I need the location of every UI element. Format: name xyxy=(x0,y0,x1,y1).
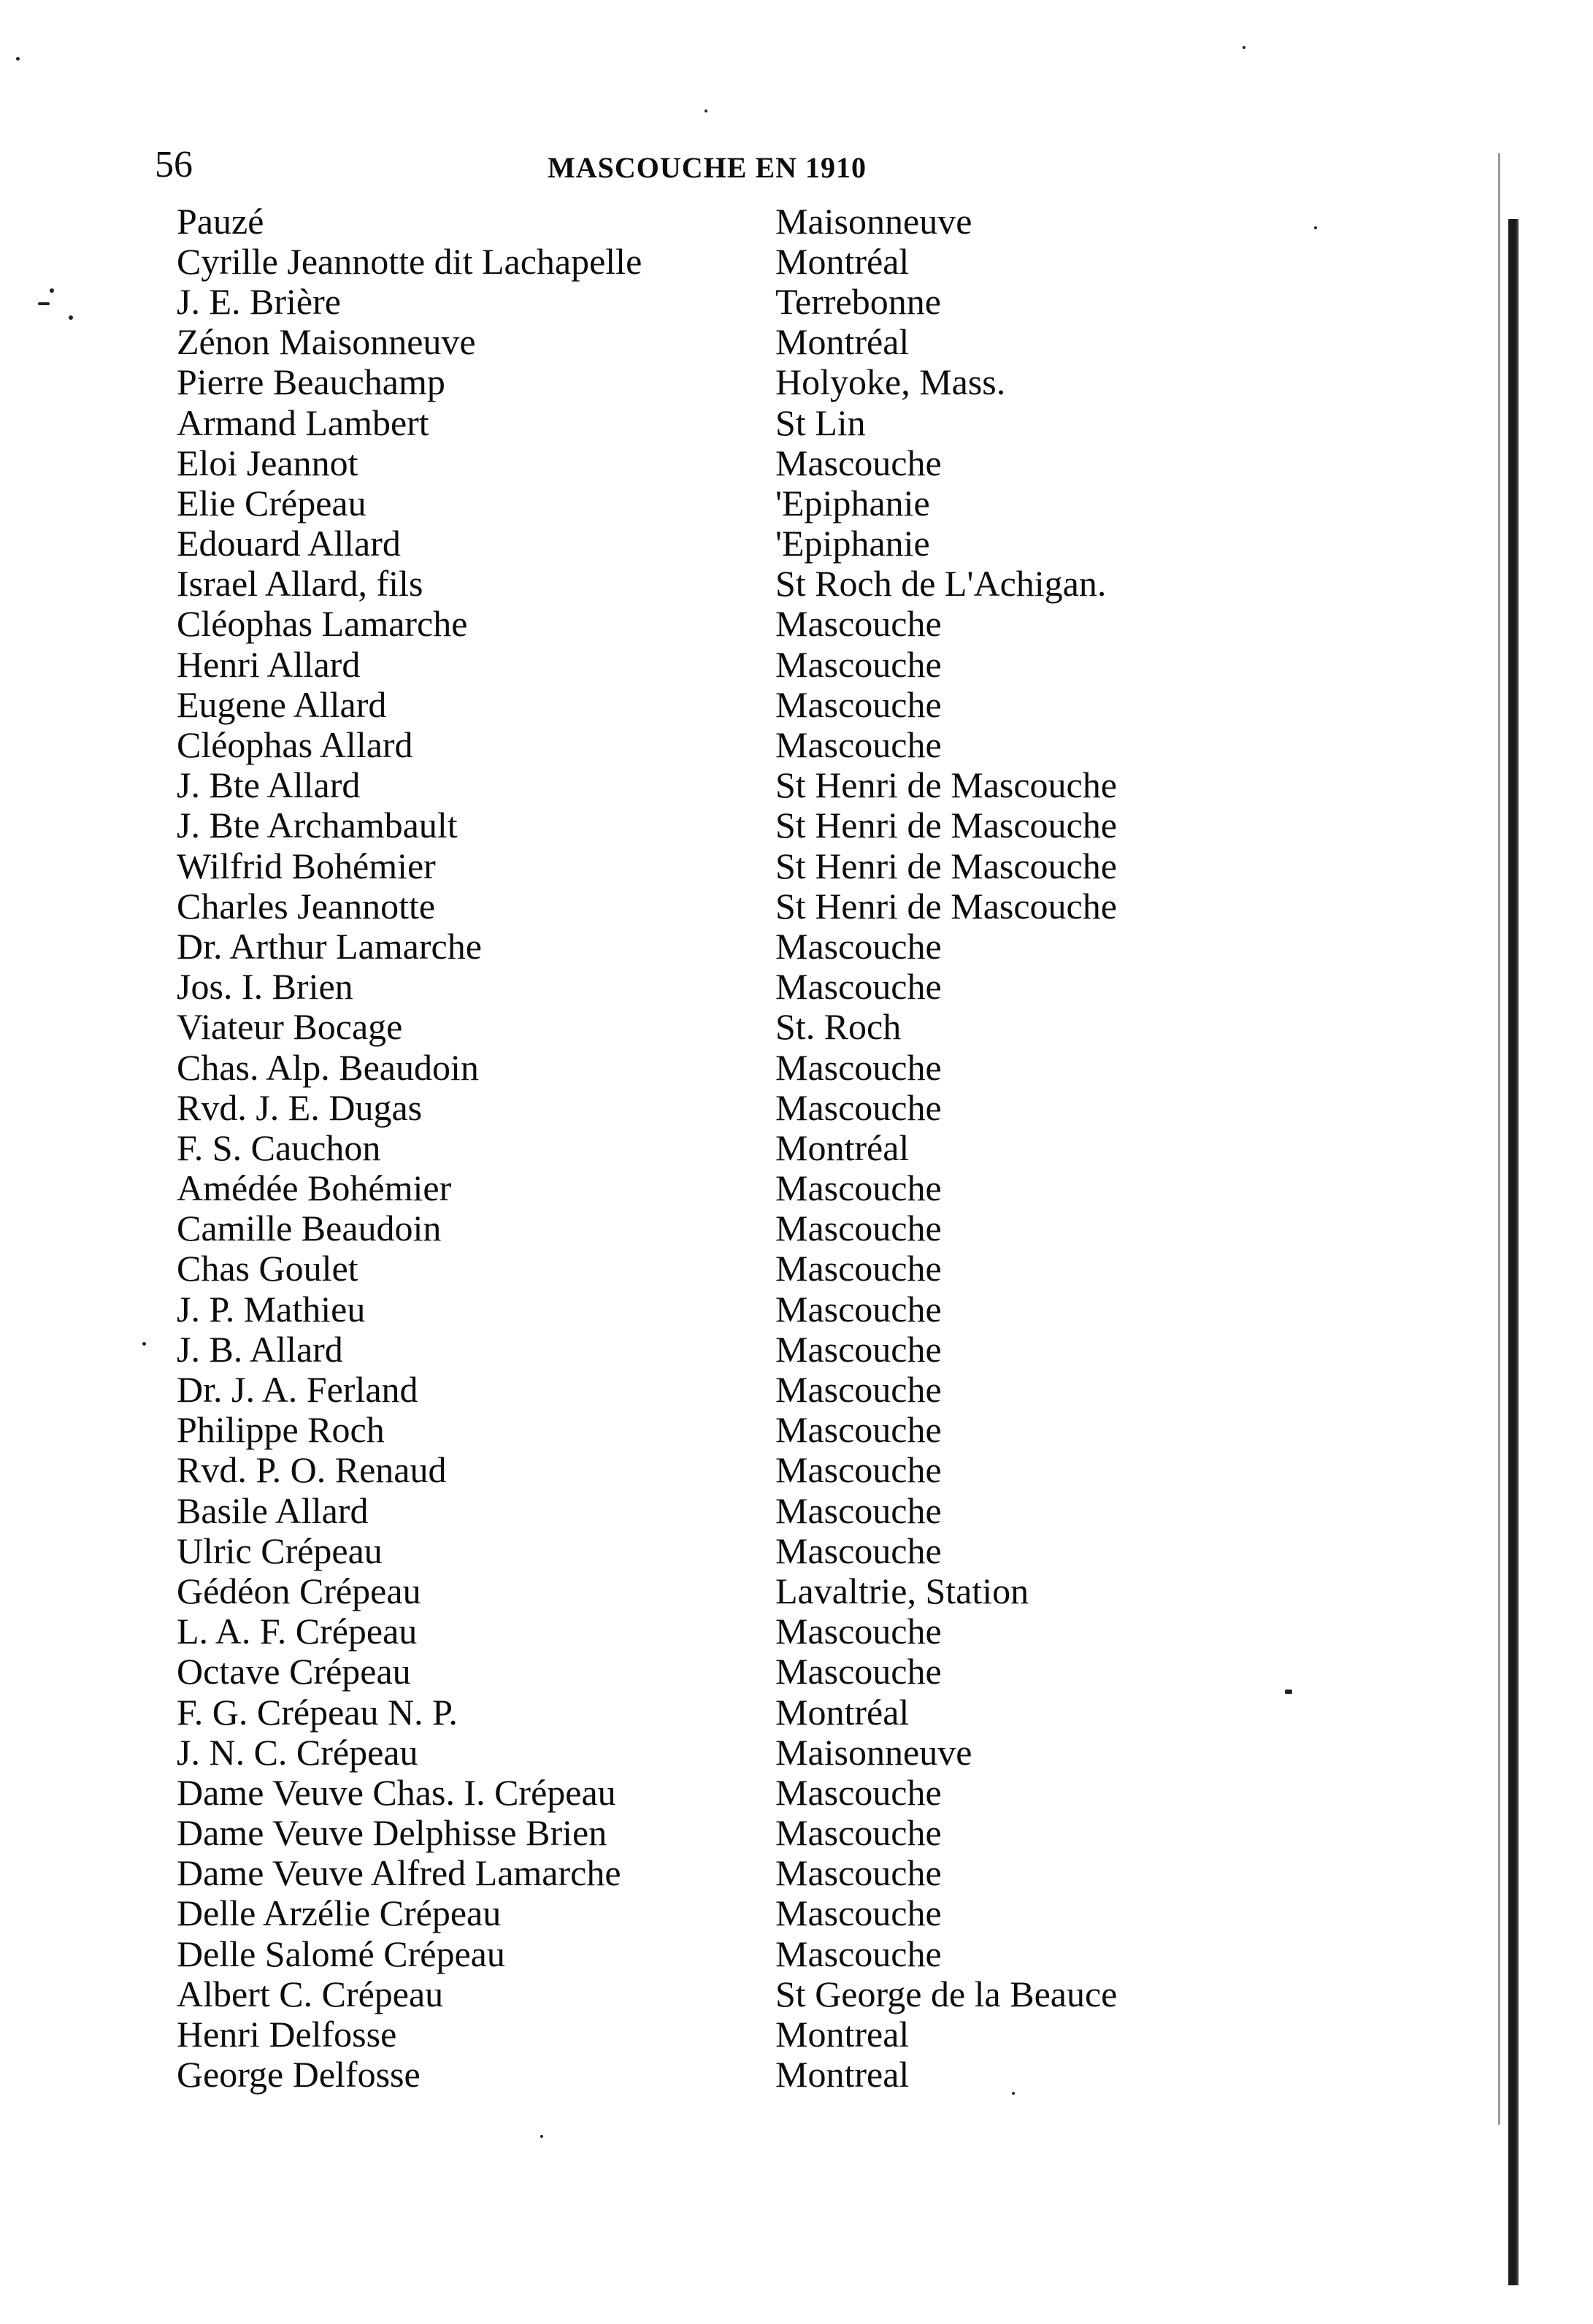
list-item xyxy=(177,1974,1257,2014)
page-edge-shadow xyxy=(1508,219,1519,2285)
entry-place: Mascouche xyxy=(775,966,942,1008)
scan-speck xyxy=(50,288,54,293)
entry-place: St Roch de L'Achigan. xyxy=(775,563,1107,605)
list-item xyxy=(177,1611,1257,1652)
entry-name: Charles Jeannotte xyxy=(177,885,436,927)
entry-place: Mascouche xyxy=(775,1771,942,1813)
entry-place: Mascouche xyxy=(775,1852,942,1894)
scan-speck xyxy=(1243,46,1245,49)
entry-name: Dame Veuve Alfred Lamarche xyxy=(177,1852,621,1894)
list-item xyxy=(177,1410,1257,1450)
entry-name: Henri Delfosse xyxy=(177,2014,397,2055)
entry-place: Mascouche xyxy=(775,683,942,725)
list-item xyxy=(177,1692,1257,1732)
entry-name: Jos. I. Brien xyxy=(177,966,353,1008)
list-item xyxy=(177,684,1257,724)
entry-place: 'Epiphanie xyxy=(775,482,930,524)
entry-name: J. Bte Archambault xyxy=(177,805,458,846)
list-item xyxy=(177,967,1257,1007)
entry-place: Holyoke, Mass. xyxy=(775,361,1006,403)
entry-name: J. B. Allard xyxy=(177,1328,343,1370)
entry-name: Henri Allard xyxy=(177,643,361,685)
list-item xyxy=(177,1933,1257,1974)
scan-speck xyxy=(1314,226,1317,229)
entry-place: St. Roch xyxy=(775,1006,902,1048)
entry-place: Mascouche xyxy=(775,1086,942,1128)
list-item xyxy=(177,1289,1257,1329)
entry-name: F. S. Cauchon xyxy=(177,1127,381,1168)
entry-place: Mascouche xyxy=(775,1409,942,1451)
list-item xyxy=(177,2014,1257,2054)
entry-name: J. Bte Allard xyxy=(177,764,361,806)
list-item xyxy=(177,1208,1257,1249)
list-item xyxy=(177,724,1257,764)
entry-place: Montréal xyxy=(775,1691,910,1733)
list-item xyxy=(177,1087,1257,1127)
entry-place: Mascouche xyxy=(775,1288,942,1330)
list-item xyxy=(177,2055,1257,2095)
scan-speck xyxy=(1012,2092,1015,2095)
entry-place: Mascouche xyxy=(775,1369,942,1411)
list-item xyxy=(177,564,1257,604)
list-item xyxy=(177,322,1257,362)
entry-name: Dr. J. A. Ferland xyxy=(177,1369,418,1411)
entry-name: J. N. C. Crépeau xyxy=(177,1731,418,1773)
page-edge-line xyxy=(1498,153,1500,2125)
entry-name: Amédée Bohémier xyxy=(177,1167,452,1209)
list-item xyxy=(177,1369,1257,1409)
entry-place: Mascouche xyxy=(775,1489,942,1531)
entry-place: St Henri de Mascouche xyxy=(775,845,1117,886)
entry-place: St Henri de Mascouche xyxy=(775,764,1117,806)
scan-speck xyxy=(705,110,707,112)
entry-place: Mascouche xyxy=(775,1167,942,1209)
list-item xyxy=(177,1652,1257,1692)
running-head: MASCOUCHE EN 1910 xyxy=(548,151,867,184)
entry-name: Chas Goulet xyxy=(177,1248,358,1289)
entry-name: Elie Crépeau xyxy=(177,482,366,524)
entry-name: Chas. Alp. Beaudoin xyxy=(177,1046,479,1088)
entry-name: Zénon Maisonneuve xyxy=(177,321,476,363)
entry-place: St Henri de Mascouche xyxy=(775,885,1117,927)
list-item xyxy=(177,1047,1257,1087)
list-item xyxy=(177,644,1257,684)
list-item xyxy=(177,1732,1257,1772)
entry-name: Octave Crépeau xyxy=(177,1651,411,1692)
entry-name: Edouard Allard xyxy=(177,523,401,564)
entry-place: Mascouche xyxy=(775,603,942,645)
scan-speck xyxy=(16,57,20,61)
list-item xyxy=(177,1249,1257,1289)
list-item xyxy=(177,845,1257,886)
entry-name: Rvd. P. O. Renaud xyxy=(177,1449,447,1491)
list-item xyxy=(177,1490,1257,1530)
subscriber-list xyxy=(177,201,1257,2095)
entry-name: Gédéon Crépeau xyxy=(177,1570,421,1611)
list-item xyxy=(177,402,1257,442)
list-item xyxy=(177,926,1257,966)
entry-name: Basile Allard xyxy=(177,1489,369,1531)
entry-place: Montréal xyxy=(775,240,910,282)
entry-place: Mascouche xyxy=(775,1892,942,1934)
entry-place: Mascouche xyxy=(775,1530,942,1571)
list-item xyxy=(177,281,1257,321)
entry-name: Pierre Beauchamp xyxy=(177,361,445,403)
list-item xyxy=(177,442,1257,483)
entry-name: Camille Beaudoin xyxy=(177,1208,442,1249)
list-item xyxy=(177,886,1257,926)
entry-name: George Delfosse xyxy=(177,2054,421,2095)
entry-name: Philippe Roch xyxy=(177,1409,385,1451)
entry-place: 'Epiphanie xyxy=(775,523,930,564)
list-item xyxy=(177,1007,1257,1047)
entry-place: Mascouche xyxy=(775,1248,942,1289)
entry-name: Delle Arzélie Crépeau xyxy=(177,1892,502,1934)
entry-place: Mascouche xyxy=(775,1651,942,1692)
entry-place: Mascouche xyxy=(775,1208,942,1249)
list-item xyxy=(177,1530,1257,1571)
list-item xyxy=(177,765,1257,805)
entry-place: Mascouche xyxy=(775,1449,942,1491)
entry-place: St Henri de Mascouche xyxy=(775,805,1117,846)
entry-place: Mascouche xyxy=(775,1812,942,1854)
entry-name: Rvd. J. E. Dugas xyxy=(177,1086,423,1128)
entry-place: Montréal xyxy=(775,321,910,363)
list-item xyxy=(177,1168,1257,1208)
list-item xyxy=(177,201,1257,241)
list-item xyxy=(177,524,1257,564)
entry-place: Lavaltrie, Station xyxy=(775,1570,1029,1611)
entry-place: Maisonneuve xyxy=(775,200,972,242)
entry-name: Cléophas Allard xyxy=(177,724,413,766)
entry-place: Terrebonne xyxy=(775,280,941,322)
scan-speck xyxy=(38,302,50,305)
entry-place: St Lin xyxy=(775,402,866,443)
entry-place: Montréal xyxy=(775,1127,910,1168)
list-item xyxy=(177,1329,1257,1369)
list-item xyxy=(177,1813,1257,1853)
list-item xyxy=(177,1450,1257,1490)
list-item xyxy=(177,805,1257,845)
entry-name: Albert C. Crépeau xyxy=(177,1973,444,2014)
entry-name: Armand Lambert xyxy=(177,402,429,443)
entry-name: Cyrille Jeannotte dit Lachapelle xyxy=(177,240,642,282)
entry-place: St George de la Beauce xyxy=(775,1973,1118,2014)
scan-speck xyxy=(540,2135,543,2138)
entry-name: Eugene Allard xyxy=(177,683,387,725)
entry-name: Israel Allard, fils xyxy=(177,563,423,605)
entry-name: Viateur Bocage xyxy=(177,1006,403,1048)
entry-name: Dame Veuve Delphisse Brien xyxy=(177,1812,607,1854)
entry-place: Mascouche xyxy=(775,724,942,766)
entry-name: Delle Salomé Crépeau xyxy=(177,1933,505,1974)
entry-place: Mascouche xyxy=(775,1933,942,1974)
entry-place: Mascouche xyxy=(775,1046,942,1088)
entry-name: L. A. F. Crépeau xyxy=(177,1611,418,1652)
list-item xyxy=(177,1571,1257,1611)
entry-name: J. P. Mathieu xyxy=(177,1288,366,1330)
list-item xyxy=(177,241,1257,281)
scan-speck xyxy=(142,1342,146,1346)
entry-place: Montreal xyxy=(775,2014,910,2055)
entry-name: J. E. Brière xyxy=(177,280,341,322)
list-item xyxy=(177,1772,1257,1812)
list-item xyxy=(177,483,1257,523)
entry-place: Mascouche xyxy=(775,643,942,685)
entry-name: Dame Veuve Chas. I. Crépeau xyxy=(177,1771,616,1813)
list-item xyxy=(177,1893,1257,1933)
entry-name: Pauzé xyxy=(177,200,264,242)
entry-place: Montreal xyxy=(775,2054,910,2095)
entry-name: Wilfrid Bohémier xyxy=(177,845,436,886)
page-number: 56 xyxy=(155,144,193,185)
entry-place: Mascouche xyxy=(775,1611,942,1652)
entry-name: F. G. Crépeau N. P. xyxy=(177,1691,458,1733)
entry-place: Mascouche xyxy=(775,925,942,967)
entry-name: Eloi Jeannot xyxy=(177,442,358,483)
entry-name: Cléophas Lamarche xyxy=(177,603,468,645)
list-item xyxy=(177,604,1257,644)
entry-place: Mascouche xyxy=(775,442,942,483)
list-item xyxy=(177,1853,1257,1893)
list-item xyxy=(177,1127,1257,1167)
list-item xyxy=(177,362,1257,402)
scan-speck xyxy=(1285,1690,1292,1694)
scan-speck xyxy=(69,315,73,320)
entry-place: Mascouche xyxy=(775,1328,942,1370)
entry-name: Ulric Crépeau xyxy=(177,1530,383,1571)
entry-name: Dr. Arthur Lamarche xyxy=(177,925,482,967)
entry-place: Maisonneuve xyxy=(775,1731,972,1773)
